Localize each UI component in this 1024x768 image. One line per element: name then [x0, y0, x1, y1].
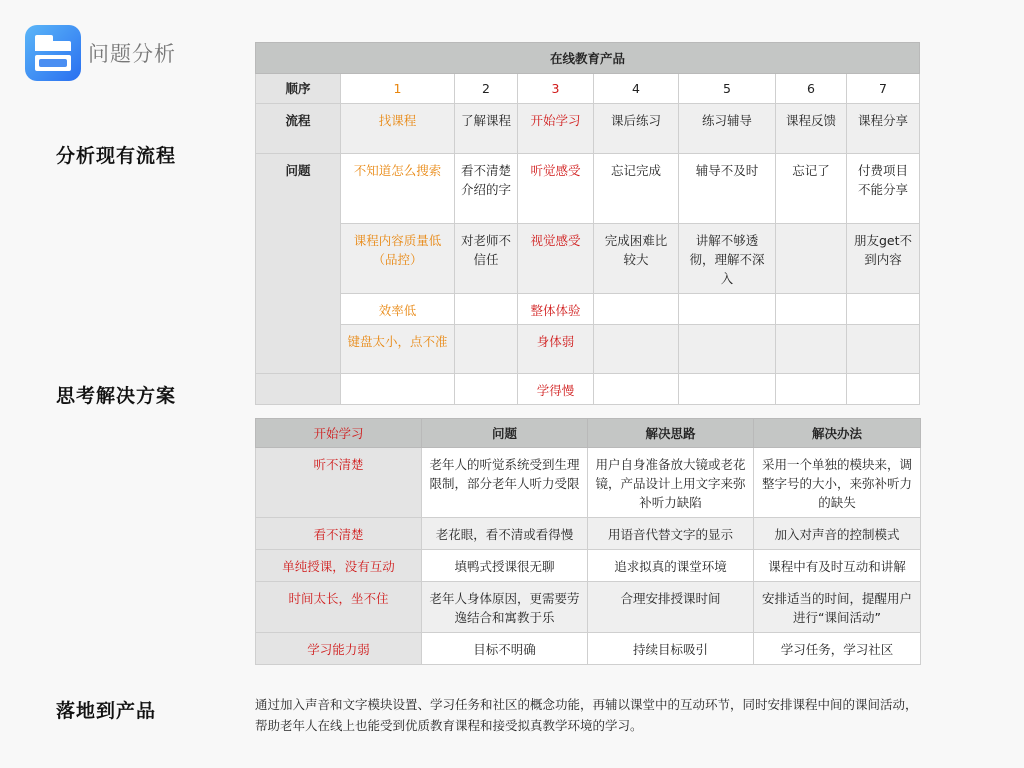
problem-cell: 键盘太小，点不准 [341, 325, 455, 374]
order-cell: 5 [679, 74, 776, 104]
problem-cell [455, 294, 518, 325]
flow-cell: 课程反馈 [776, 104, 847, 154]
issue-cell: 学习能力弱 [256, 633, 422, 665]
problem-cell: 身体弱 [518, 325, 594, 374]
row-label-flow: 流程 [256, 104, 341, 154]
solution-table [255, 418, 921, 665]
order-cell: 4 [594, 74, 679, 104]
table-row [256, 582, 921, 633]
row-label-empty [256, 374, 341, 405]
header-problem: 问题 [422, 419, 588, 448]
order-row [256, 74, 920, 104]
table-row [256, 633, 921, 665]
problem-cell: 忘记完成 [594, 154, 679, 224]
problem-cell [776, 294, 847, 325]
solution-cell: 采用一个单独的模块来，调整字号的大小，来弥补听力的缺失 [754, 448, 921, 518]
section-think-solution: 思考解决方案 [56, 385, 177, 407]
flow-cell: 开始学习 [518, 104, 594, 154]
problem-cell [679, 325, 776, 374]
header-idea: 解决思路 [588, 419, 754, 448]
flow-cell: 课后练习 [594, 104, 679, 154]
row-label-problem: 问题 [256, 154, 341, 374]
order-cell: 7 [847, 74, 920, 104]
header-start-learning: 开始学习 [256, 419, 422, 448]
order-cell: 6 [776, 74, 847, 104]
table-title: 在线教育产品 [256, 43, 920, 74]
problem-cell: 效率低 [341, 294, 455, 325]
problem-cell [455, 374, 518, 405]
flow-cell: 找课程 [341, 104, 455, 154]
problem-cell [847, 325, 920, 374]
problem-row [256, 325, 920, 374]
row-label-order: 顺序 [256, 74, 341, 104]
problem-cell: 对老师不信任 [455, 224, 518, 294]
problem-cell [776, 325, 847, 374]
problem-cell [594, 325, 679, 374]
problem-cell [776, 224, 847, 294]
problem-cell: 不知道怎么搜索 [341, 154, 455, 224]
problem-row [256, 224, 920, 294]
table-row [256, 448, 921, 518]
problem-cell [455, 325, 518, 374]
problem-cell [341, 374, 455, 405]
app-logo-icon [25, 25, 81, 81]
problem-cell: 讲解不够透彻，理解不深入 [679, 224, 776, 294]
problem-cell: 目标不明确 [422, 633, 588, 665]
problem-cell [679, 294, 776, 325]
order-cell: 3 [518, 74, 594, 104]
problem-cell: 老花眼，看不清或看得慢 [422, 518, 588, 550]
idea-cell: 用户自身准备放大镜或老花镜，产品设计上用文字来弥补听力缺陷 [588, 448, 754, 518]
problem-cell: 看不清楚介绍的字 [455, 154, 518, 224]
problem-cell [847, 294, 920, 325]
issue-cell: 时间太长，坐不住 [256, 582, 422, 633]
idea-cell: 持续目标吸引 [588, 633, 754, 665]
issue-cell: 单纯授课，没有互动 [256, 550, 422, 582]
problem-cell [594, 294, 679, 325]
problem-cell: 忘记了 [776, 154, 847, 224]
section-analyze-flow: 分析现有流程 [56, 145, 177, 167]
issue-cell: 看不清楚 [256, 518, 422, 550]
problem-cell [679, 374, 776, 405]
problem-cell [594, 374, 679, 405]
problem-cell: 付费项目不能分享 [847, 154, 920, 224]
table-row [256, 518, 921, 550]
solution-cell: 课程中有及时互动和讲解 [754, 550, 921, 582]
idea-cell: 追求拟真的课堂环境 [588, 550, 754, 582]
section-product: 落地到产品 [56, 700, 157, 722]
product-summary: 通过加入声音和文字模块设置、学习任务和社区的概念功能，再辅以课堂中的互动环节，同时安排课程中间的课间活动，帮助老年人在线上也能受到优质教育课程和接受拟真教学环境的学习。 [255, 697, 918, 733]
problem-cell: 老年人的听觉系统受到生理限制，部分老年人听力受限 [422, 448, 588, 518]
order-cell: 2 [455, 74, 518, 104]
header-solution: 解决办法 [754, 419, 921, 448]
solution-cell: 学习任务，学习社区 [754, 633, 921, 665]
solution-cell: 加入对声音的控制模式 [754, 518, 921, 550]
flow-cell: 练习辅导 [679, 104, 776, 154]
table-row [256, 550, 921, 582]
problem-cell: 课程内容质量低（品控） [341, 224, 455, 294]
flow-cell: 课程分享 [847, 104, 920, 154]
problem-cell [847, 374, 920, 405]
flow-cell: 了解课程 [455, 104, 518, 154]
problem-row [256, 154, 920, 224]
problem-cell: 辅导不及时 [679, 154, 776, 224]
solution-cell: 安排适当的时间，提醒用户进行“课间活动” [754, 582, 921, 633]
problem-cell: 朋友get不到内容 [847, 224, 920, 294]
issue-cell: 听不清楚 [256, 448, 422, 518]
problem-cell [776, 374, 847, 405]
idea-cell: 合理安排授课时间 [588, 582, 754, 633]
problem-cell: 完成困难比较大 [594, 224, 679, 294]
problem-cell: 学得慢 [518, 374, 594, 405]
problem-row [256, 294, 920, 325]
flow-analysis-table [255, 42, 920, 405]
app-title: 问题分析 [88, 42, 176, 66]
order-cell: 1 [341, 74, 455, 104]
problem-cell: 整体体验 [518, 294, 594, 325]
problem-cell: 老年人身体原因，更需要劳逸结合和寓教于乐 [422, 582, 588, 633]
problem-cell: 听觉感受 [518, 154, 594, 224]
problem-cell: 填鸭式授课很无聊 [422, 550, 588, 582]
flow-row [256, 104, 920, 154]
problem-row [256, 374, 920, 405]
problem-cell: 视觉感受 [518, 224, 594, 294]
idea-cell: 用语音代替文字的显示 [588, 518, 754, 550]
